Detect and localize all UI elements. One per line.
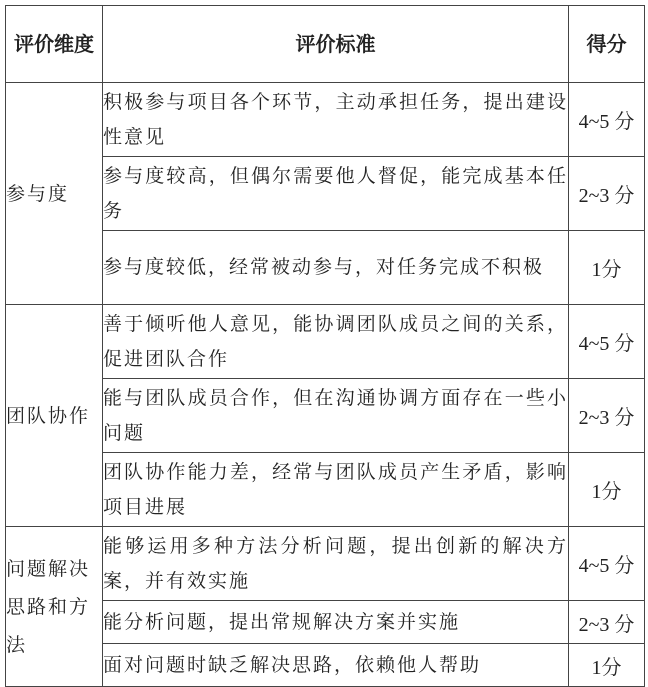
- table-row: [6, 83, 645, 157]
- criteria-cell: 善于倾听他人意见，能协调团队成员之间的关系，促进团队合作: [103, 305, 569, 379]
- score-cell: 2~3 分: [569, 601, 645, 644]
- criteria-cell: 能分析问题，提出常规解决方案并实施: [103, 601, 569, 644]
- criteria-cell: 能与团队成员合作，但在沟通协调方面存在一些小问题: [103, 379, 569, 453]
- score-cell: 2~3 分: [569, 379, 645, 453]
- criteria-cell: 积极参与项目各个环节，主动承担任务，提出建设性意见: [103, 83, 569, 157]
- criteria-cell: 面对问题时缺乏解决思路，依赖他人帮助: [103, 644, 569, 687]
- score-cell: 4~5 分: [569, 527, 645, 601]
- header-dimension: 评价维度: [6, 6, 103, 83]
- score-cell: 4~5 分: [569, 83, 645, 157]
- criteria-cell: 参与度较低，经常被动参与，对任务完成不积极: [103, 231, 569, 305]
- criteria-cell: 参与度较高，但偶尔需要他人督促，能完成基本任务: [103, 157, 569, 231]
- dimension-cell: 问题解决思路和方法: [6, 527, 103, 687]
- dimension-cell: 团队协作: [6, 305, 103, 527]
- evaluation-table: [5, 5, 645, 687]
- score-cell: 2~3 分: [569, 157, 645, 231]
- table-row: [6, 305, 645, 379]
- criteria-cell: 能够运用多种方法分析问题，提出创新的解决方案，并有效实施: [103, 527, 569, 601]
- score-cell: 1分: [569, 453, 645, 527]
- header-row: [6, 6, 645, 83]
- header-criteria: 评价标准: [103, 6, 569, 83]
- criteria-cell: 团队协作能力差，经常与团队成员产生矛盾，影响项目进展: [103, 453, 569, 527]
- score-cell: 4~5 分: [569, 305, 645, 379]
- score-cell: 1分: [569, 231, 645, 305]
- dimension-cell: 参与度: [6, 83, 103, 305]
- header-score: 得分: [569, 6, 645, 83]
- table-row: [6, 527, 645, 601]
- score-cell: 1分: [569, 644, 645, 687]
